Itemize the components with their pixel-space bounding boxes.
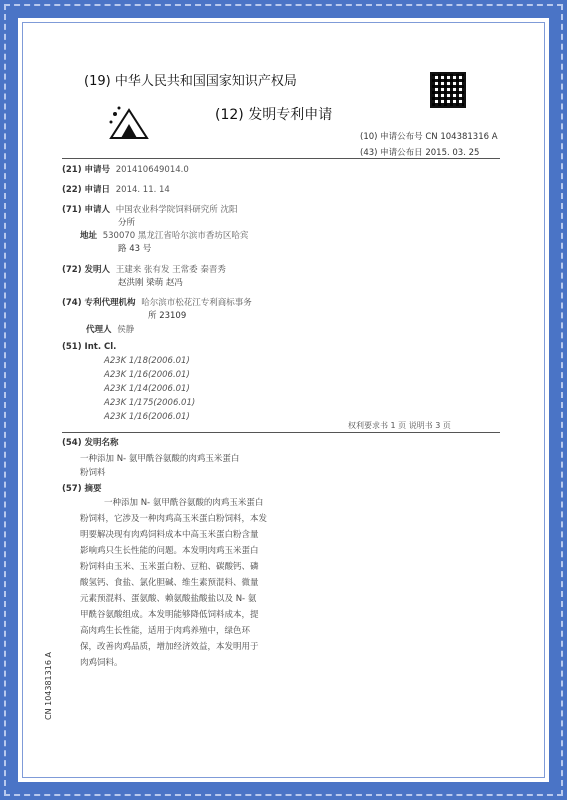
abstract-label (62, 482, 105, 494)
label: (22) 申请日 (62, 185, 111, 195)
publication-date: (43) 申请公布日 2015. 03. 25 (360, 148, 480, 158)
abstract-line: 一种添加 N- 氨甲酰谷氨酸的肉鸡玉米蛋白 (104, 498, 264, 508)
invention-title: 一种添加 N- 氨甲酰谷氨酸的肉鸡玉米蛋白 (80, 454, 240, 464)
abstract-line: 粉饲料，它涉及一种肉鸡高玉米蛋白粉饲料，本发 (80, 514, 268, 524)
address (80, 229, 248, 241)
label: 代理人 (86, 325, 112, 335)
divider (62, 432, 500, 433)
ipc-code: A23K 1/16(2006.01) (104, 370, 190, 380)
application-number (62, 163, 189, 175)
divider (62, 158, 500, 159)
applicant-cont: 分所 (118, 218, 136, 228)
value: 中国农业科学院饲料研究所 沈阳 (115, 205, 238, 215)
patent-agency (62, 296, 252, 308)
invention-title-label (62, 436, 122, 448)
document-type-title: (12) 发明专利申请 (215, 107, 333, 123)
label: (74) 专利代理机构 (62, 298, 136, 308)
label: (71) 申请人 (62, 205, 111, 215)
value: 王建来 张有发 王常委 秦晋秀 (115, 265, 226, 275)
abstract-line: 高肉鸡生长性能，适用于肉鸡养殖中，绿色环 (80, 626, 251, 636)
ipc-code: A23K 1/175(2006.01) (104, 398, 196, 408)
label: 地址 (80, 231, 98, 241)
abstract-line: 肉鸡饲料。 (80, 658, 123, 668)
label: (72) 发明人 (62, 265, 111, 275)
ipc-code: A23K 1/16(2006.01) (104, 412, 190, 422)
int-cl (62, 342, 119, 352)
value: 201410649014.0 (115, 165, 189, 175)
abstract-line: 影响鸡只生长性能的问题。本发明肉鸡玉米蛋白 (80, 546, 259, 556)
abstract-line: 明要解决现有肉鸡饲料成本中高玉米蛋白粉含量 (80, 530, 259, 540)
abstract-line: 粉饲料由玉米、玉米蛋白粉、豆粕、碳酸钙、磷 (80, 562, 259, 572)
inventors (62, 263, 226, 275)
abstract-line: 保，改善肉鸡品质，增加经济效益，本发明用于 (80, 642, 259, 652)
label: (57) 摘要 (62, 484, 102, 494)
side-publication-code: CN 104381316 A (44, 652, 53, 720)
abstract-line: 酸氢钙、食盐、氯化胆碱、维生素预混料、微量 (80, 578, 259, 588)
cnipa-logo (107, 104, 153, 142)
abstract-line: 元素预混料、蛋氨酸、赖氨酸盐酸盐以及 N- 氨 (80, 594, 257, 604)
publication-number: (10) 申请公布号 CN 104381316 A (360, 132, 498, 142)
label: (54) 发明名称 (62, 438, 119, 448)
patent-agency-cont: 所 23109 (148, 311, 187, 321)
page-count: 权利要求书 1 页 说明书 3 页 (348, 421, 451, 430)
ipc-code: A23K 1/18(2006.01) (104, 356, 190, 366)
value: 2014. 11. 14 (115, 185, 170, 195)
value: 侯静 (117, 325, 135, 335)
invention-title-cont: 粉饲料 (80, 468, 106, 478)
abstract-line: 甲酰谷氨酸组成。本发明能够降低饲料成本，提 (80, 610, 259, 620)
value: 哈尔滨市松花江专利商标事务 (141, 298, 252, 308)
label: (51) Int. Cl. (62, 342, 117, 352)
ipc-code: A23K 1/14(2006.01) (104, 384, 190, 394)
label: (21) 申请号 (62, 165, 111, 175)
agent (86, 323, 134, 335)
address-cont: 路 43 号 (118, 244, 152, 254)
application-date (62, 183, 170, 195)
applicant (62, 203, 237, 215)
value: 530070 黑龙江省哈尔滨市香坊区哈宾 (102, 231, 249, 241)
issuing-office: (19) 中华人民共和国国家知识产权局 (84, 74, 297, 89)
inventors-cont: 赵洪刚 梁萌 赵冯 (118, 278, 183, 288)
qr-code (430, 72, 466, 108)
